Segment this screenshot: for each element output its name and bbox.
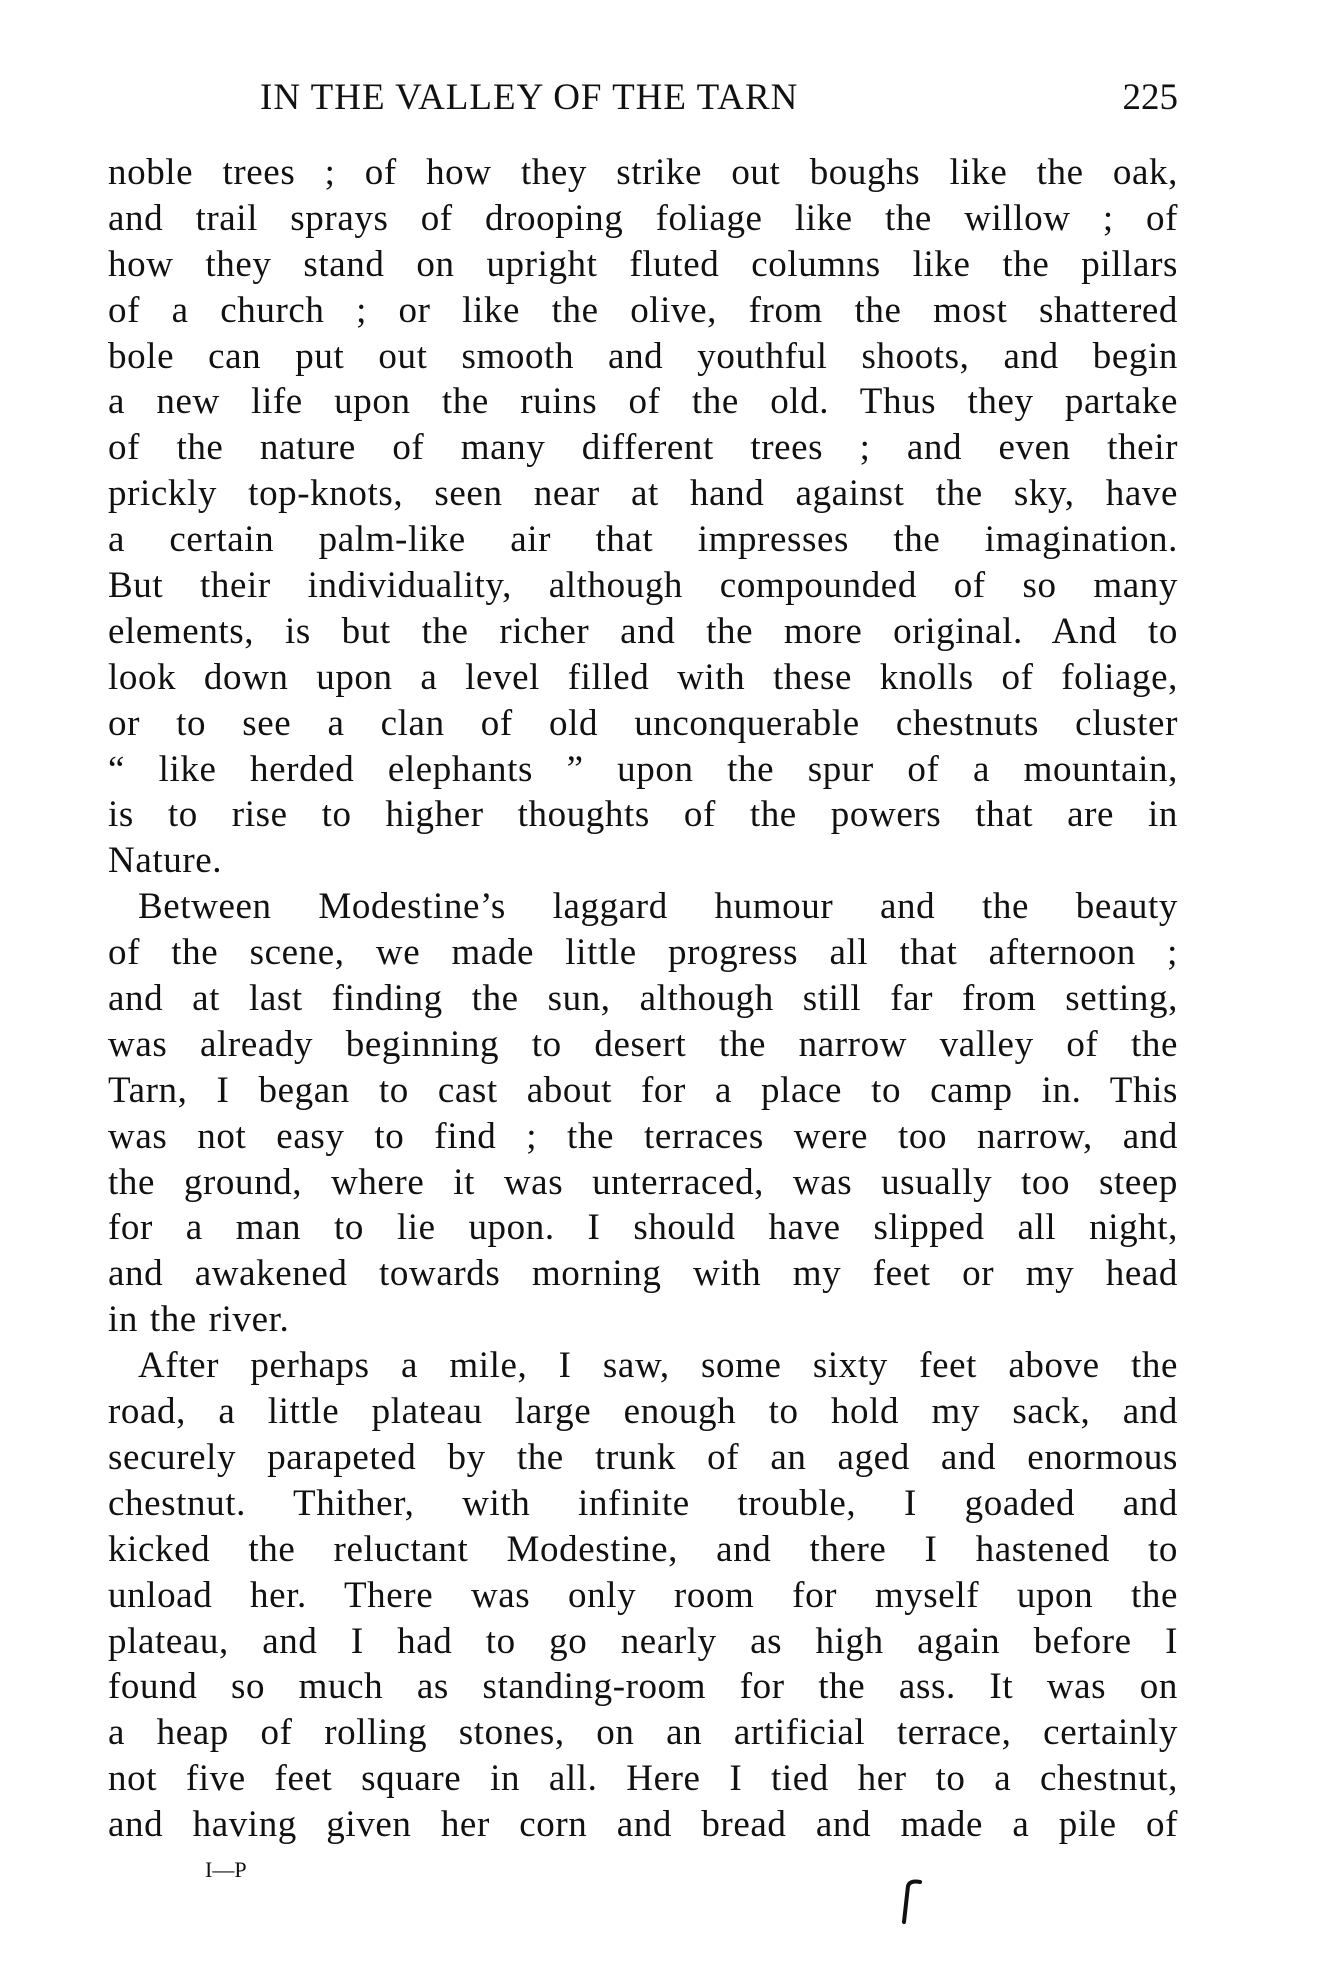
text-line: or to see a clan of old unconquerable chestnuts cluster <box>108 702 1178 744</box>
text-line: is to rise to higher thoughts of the powers that are in <box>108 794 1178 836</box>
text-line: and at last finding the sun, although still far from setting, <box>108 978 1178 1020</box>
text-line: and having given her corn and bread and made a pile of <box>108 1804 1178 1846</box>
text-line: the ground, where it was unterraced, was usually too steep <box>108 1161 1178 1203</box>
page-number: 225 <box>1122 77 1178 118</box>
text-line: prickly top-knots, seen near at hand against the sky, have <box>108 473 1178 515</box>
text-line: noble trees ; of how they strike out boughs like the oak, <box>108 152 1178 193</box>
text-line: of a church ; or like the olive, from the most shattered <box>108 289 1178 331</box>
text-line: Tarn, I began to cast about for a place to camp in. This <box>108 1069 1178 1111</box>
text-line: After perhaps a mile, I saw, some sixty feet above the <box>138 1345 1178 1387</box>
text-line: of the nature of many different trees ; and even their <box>108 427 1178 469</box>
text-line: in the river. <box>108 1299 290 1341</box>
text-line: was already beginning to desert the narrow valley of the <box>108 1023 1178 1065</box>
text-line: plateau, and I had to go nearly as high again before I <box>108 1620 1178 1662</box>
text-line: was not easy to find ; the terraces were too narrow, and <box>108 1115 1178 1157</box>
text-line: look down upon a level filled with these knolls of foliage, <box>108 656 1178 698</box>
text-line: Between Modestine’s laggard humour and the beauty <box>138 886 1178 928</box>
text-line: securely parapeted by the trunk of an aged and enormous <box>108 1436 1178 1478</box>
pen-mark-icon <box>898 1878 928 1929</box>
text-line: chestnut. Thither, with infinite trouble, I goaded and <box>108 1482 1178 1524</box>
text-line: elements, is but the richer and the more original. And to <box>108 610 1178 652</box>
text-line: “ like herded elephants ” upon the spur of a mountain, <box>108 748 1178 790</box>
text-line: and trail sprays of drooping foliage like the willow ; of <box>108 197 1178 239</box>
printer-signature-mark: I—P <box>205 1857 247 1882</box>
text-line: Nature. <box>108 840 223 882</box>
text-line: a new life upon the ruins of the old. Thus they partake <box>108 381 1178 423</box>
text-line: kicked the reluctant Modestine, and there I hastened to <box>108 1528 1178 1570</box>
text-line: found so much as standing-room for the ass. It was on <box>108 1666 1178 1708</box>
text-line: for a man to lie upon. I should have slipped all night, <box>108 1207 1178 1249</box>
text-line: and awakened towards morning with my feet or my head <box>108 1253 1178 1295</box>
text-line: not five feet square in all. Here I tied her to a chestnut, <box>108 1758 1178 1800</box>
text-line: road, a little plateau large enough to hold my sack, and <box>108 1391 1178 1433</box>
text-line: But their individuality, although compounded of so many <box>108 565 1178 607</box>
running-header <box>260 76 1178 126</box>
running-title: IN THE VALLEY OF THE TARN <box>260 77 799 118</box>
text-line: how they stand on upright fluted columns like the pillars <box>108 243 1178 285</box>
text-line: bole can put out smooth and youthful shoots, and begin <box>108 335 1178 377</box>
text-line: a heap of rolling stones, on an artificial terrace, certainly <box>108 1712 1178 1754</box>
text-line: a certain palm-like air that impresses the imagination. <box>108 519 1178 561</box>
text-line: of the scene, we made little progress all that afternoon ; <box>108 932 1178 974</box>
page-body <box>108 150 1178 1848</box>
text-line: unload her. There was only room for myself upon the <box>108 1574 1178 1616</box>
